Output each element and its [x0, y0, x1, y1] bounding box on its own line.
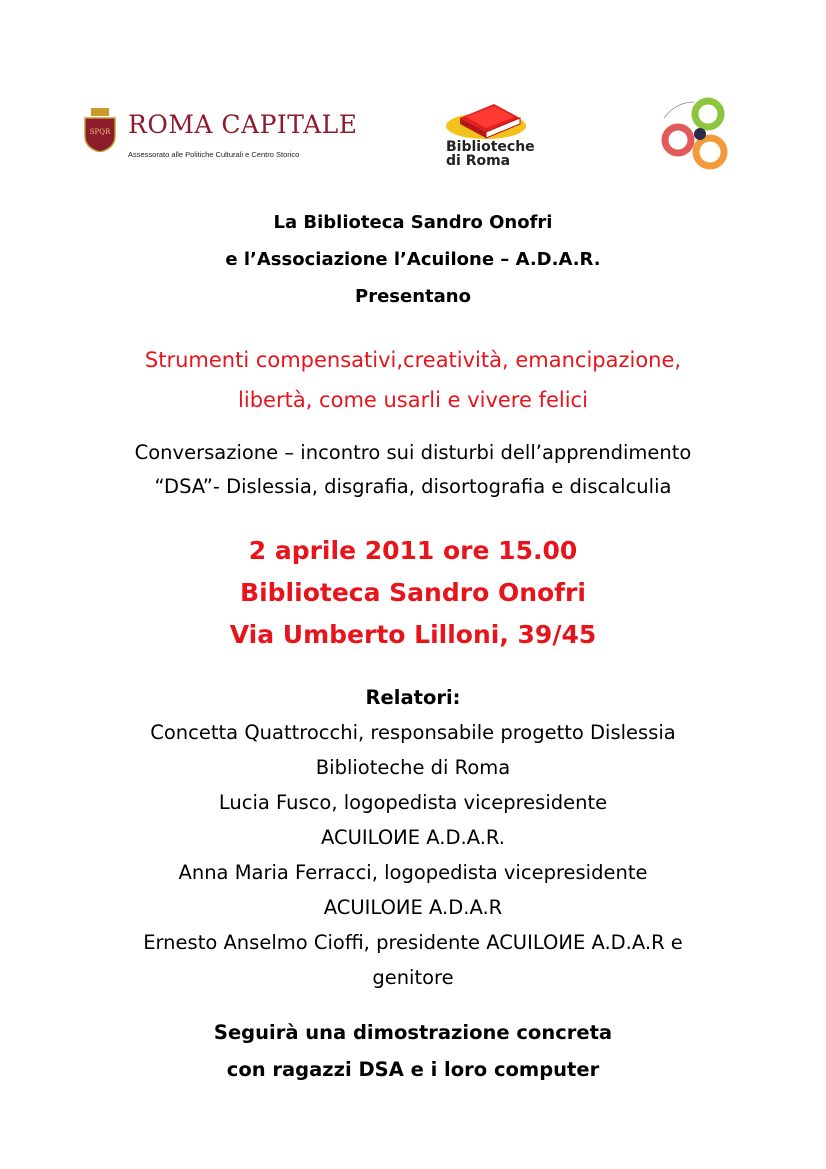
biblioteche-logo-text	[446, 140, 535, 168]
roma-capitale-subtitle: Assessorato alle Politiche Culturali e Centro Storico	[128, 150, 300, 159]
speaker-line: genitore	[372, 966, 454, 989]
closing-line1: Seguirà una dimostrazione concreta	[213, 1021, 613, 1044]
event-address: Via Umberto Lilloni, 39/45	[229, 620, 597, 649]
closing-line2: con ragazzi DSA e i loro computer	[226, 1058, 600, 1081]
closing-block	[0, 1014, 826, 1088]
roma-shield-icon	[82, 108, 118, 152]
speaker-line: Concetta Quattrocchi, responsabile progetto Dislessia	[150, 721, 676, 744]
conversation-block	[0, 436, 826, 504]
event-title-line2: libertà, come usarli e vivere felici	[238, 388, 588, 412]
intro-line-library: La Biblioteca Sandro Onofri	[273, 212, 553, 233]
acuilone-logo	[660, 96, 732, 174]
svg-text:SPQR: SPQR	[89, 128, 111, 136]
event-details	[0, 530, 826, 656]
acuilone-rings-icon	[660, 96, 732, 174]
biblioteche-di-roma-logo	[440, 100, 550, 180]
roma-capitale-title: ROMA CAPITALE	[128, 110, 358, 139]
roma-capitale-logo	[82, 108, 358, 159]
speakers-block	[0, 680, 826, 995]
speaker-line: Anna Maria Ferracci, logopedista vicepresidente	[178, 861, 648, 884]
book-icon	[440, 100, 550, 144]
event-venue: Biblioteca Sandro Onofri	[240, 578, 586, 607]
speaker-line: Biblioteche di Roma	[315, 756, 511, 779]
biblioteche-logo-line2: di Roma	[446, 153, 511, 169]
speaker-line: Ernesto Anselmo Cioffi, presidente ACUILOИE A.D.A.R e	[143, 931, 683, 954]
intro-block	[0, 204, 826, 315]
conversation-line1: Conversazione – incontro sui disturbi dell’apprendimento	[134, 441, 692, 464]
speaker-line: ACUILOИE A.D.A.R.	[321, 826, 505, 849]
conversation-line2: “DSA”- Dislessia, disgrafia, disortografia e discalculia	[154, 475, 672, 498]
biblioteche-logo-line1: Biblioteche	[446, 139, 535, 155]
logo-header	[0, 0, 826, 200]
speaker-line: ACUILOИE A.D.A.R	[323, 896, 503, 919]
speaker-line: Lucia Fusco, logopedista vicepresidente	[218, 791, 608, 814]
speakers-heading: Relatori:	[365, 686, 461, 709]
event-date: 2 aprile 2011 ore 15.00	[248, 536, 578, 565]
event-title	[0, 340, 826, 420]
event-title-line1: Strumenti compensativi,creatività, emancipazione,	[144, 348, 682, 372]
intro-line-association: e l’Associazione l’Acuilone – A.D.A.R.	[225, 249, 601, 270]
intro-line-presentano: Presentano	[355, 286, 471, 307]
